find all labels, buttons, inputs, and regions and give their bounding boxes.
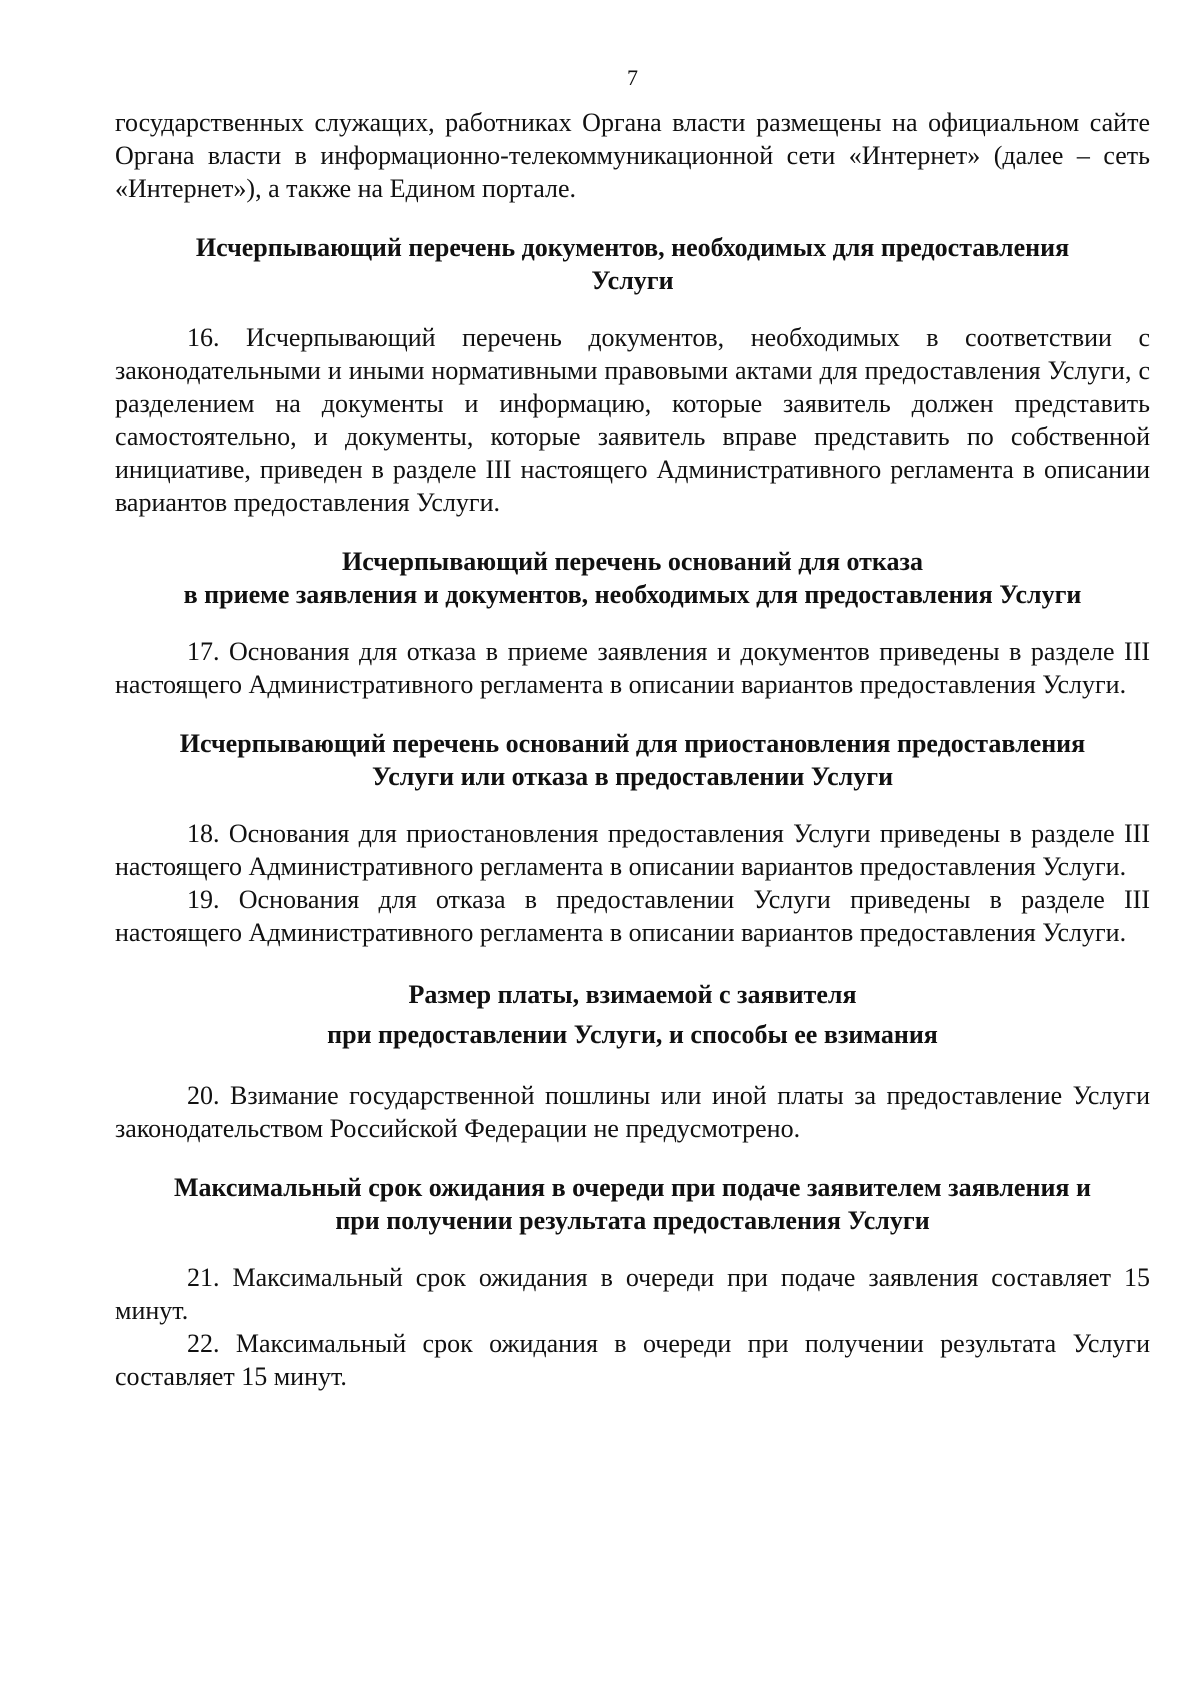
paragraph-20: 20. Взимание государственной пошлины или иной платы за предоставление Услуги законодательством Российской Федерации не предусмотрено. [115, 1081, 1150, 1143]
section-heading-waiting-time [115, 1171, 1150, 1237]
heading-line: Услуги или отказа в предоставлении Услуги [371, 762, 894, 791]
paragraph-21: 21. Максимальный срок ожидания в очереди при подаче заявления составляет 15 минут. [115, 1263, 1150, 1325]
heading-line: Услуги [591, 266, 674, 295]
paragraph-19: 19. Основания для отказа в предоставлении Услуги приведены в разделе III настоящего Административного регламента в описании вариантов предоставления Услуги. [115, 885, 1150, 947]
heading-line: Исчерпывающий перечень оснований для отказа [342, 547, 923, 576]
heading-line: Исчерпывающий перечень документов, необходимых для предоставления [195, 233, 1070, 262]
paragraph-16: 16. Исчерпывающий перечень документов, необходимых в соответствии с законодательными и иными нормативными правовыми актами для предоставления Услуги, с разделением на документы и информацию, которые заявитель должен представить самостоятельно, и документы, которые заявитель вправе представить по собственной инициативе, приведен в разделе III настоящего Административного регламента в описании вариантов предоставления Услуги. [115, 323, 1150, 517]
heading-line: Максимальный срок ожидания в очереди при подаче заявителем заявления и [174, 1173, 1091, 1202]
section-heading-documents [115, 231, 1150, 297]
paragraph-22: 22. Максимальный срок ожидания в очереди при получении результата Услуги составляет 15 минут. [115, 1329, 1150, 1391]
section-heading-fee [115, 975, 1150, 1055]
section-heading-suspension [115, 727, 1150, 793]
heading-line: при получении результата предоставления Услуги [335, 1206, 930, 1235]
section-heading-refusal-reception [115, 545, 1150, 611]
heading-line: Исчерпывающий перечень оснований для приостановления предоставления [179, 729, 1086, 758]
paragraph-17: 17. Основания для отказа в приеме заявления и документов приведены в разделе III настоящего Административного регламента в описании вариантов предоставления Услуги. [115, 637, 1150, 699]
page-number: 7 [627, 65, 638, 90]
heading-line: при предоставлении Услуги, и способы ее взимания [327, 1020, 938, 1049]
heading-line: Размер платы, взимаемой с заявителя [408, 980, 857, 1009]
paragraph-18: 18. Основания для приостановления предоставления Услуги приведены в разделе III настоящего Административного регламента в описании вариантов предоставления Услуги. [115, 819, 1150, 881]
heading-line: в приеме заявления и документов, необходимых для предоставления Услуги [183, 580, 1082, 609]
intro-paragraph: государственных служащих, работниках Органа власти размещены на официальном сайте Органа власти в информационно-телекоммуникационной сети «Интернет» (далее – сеть «Интернет»), а также на Едином портале. [115, 108, 1150, 203]
